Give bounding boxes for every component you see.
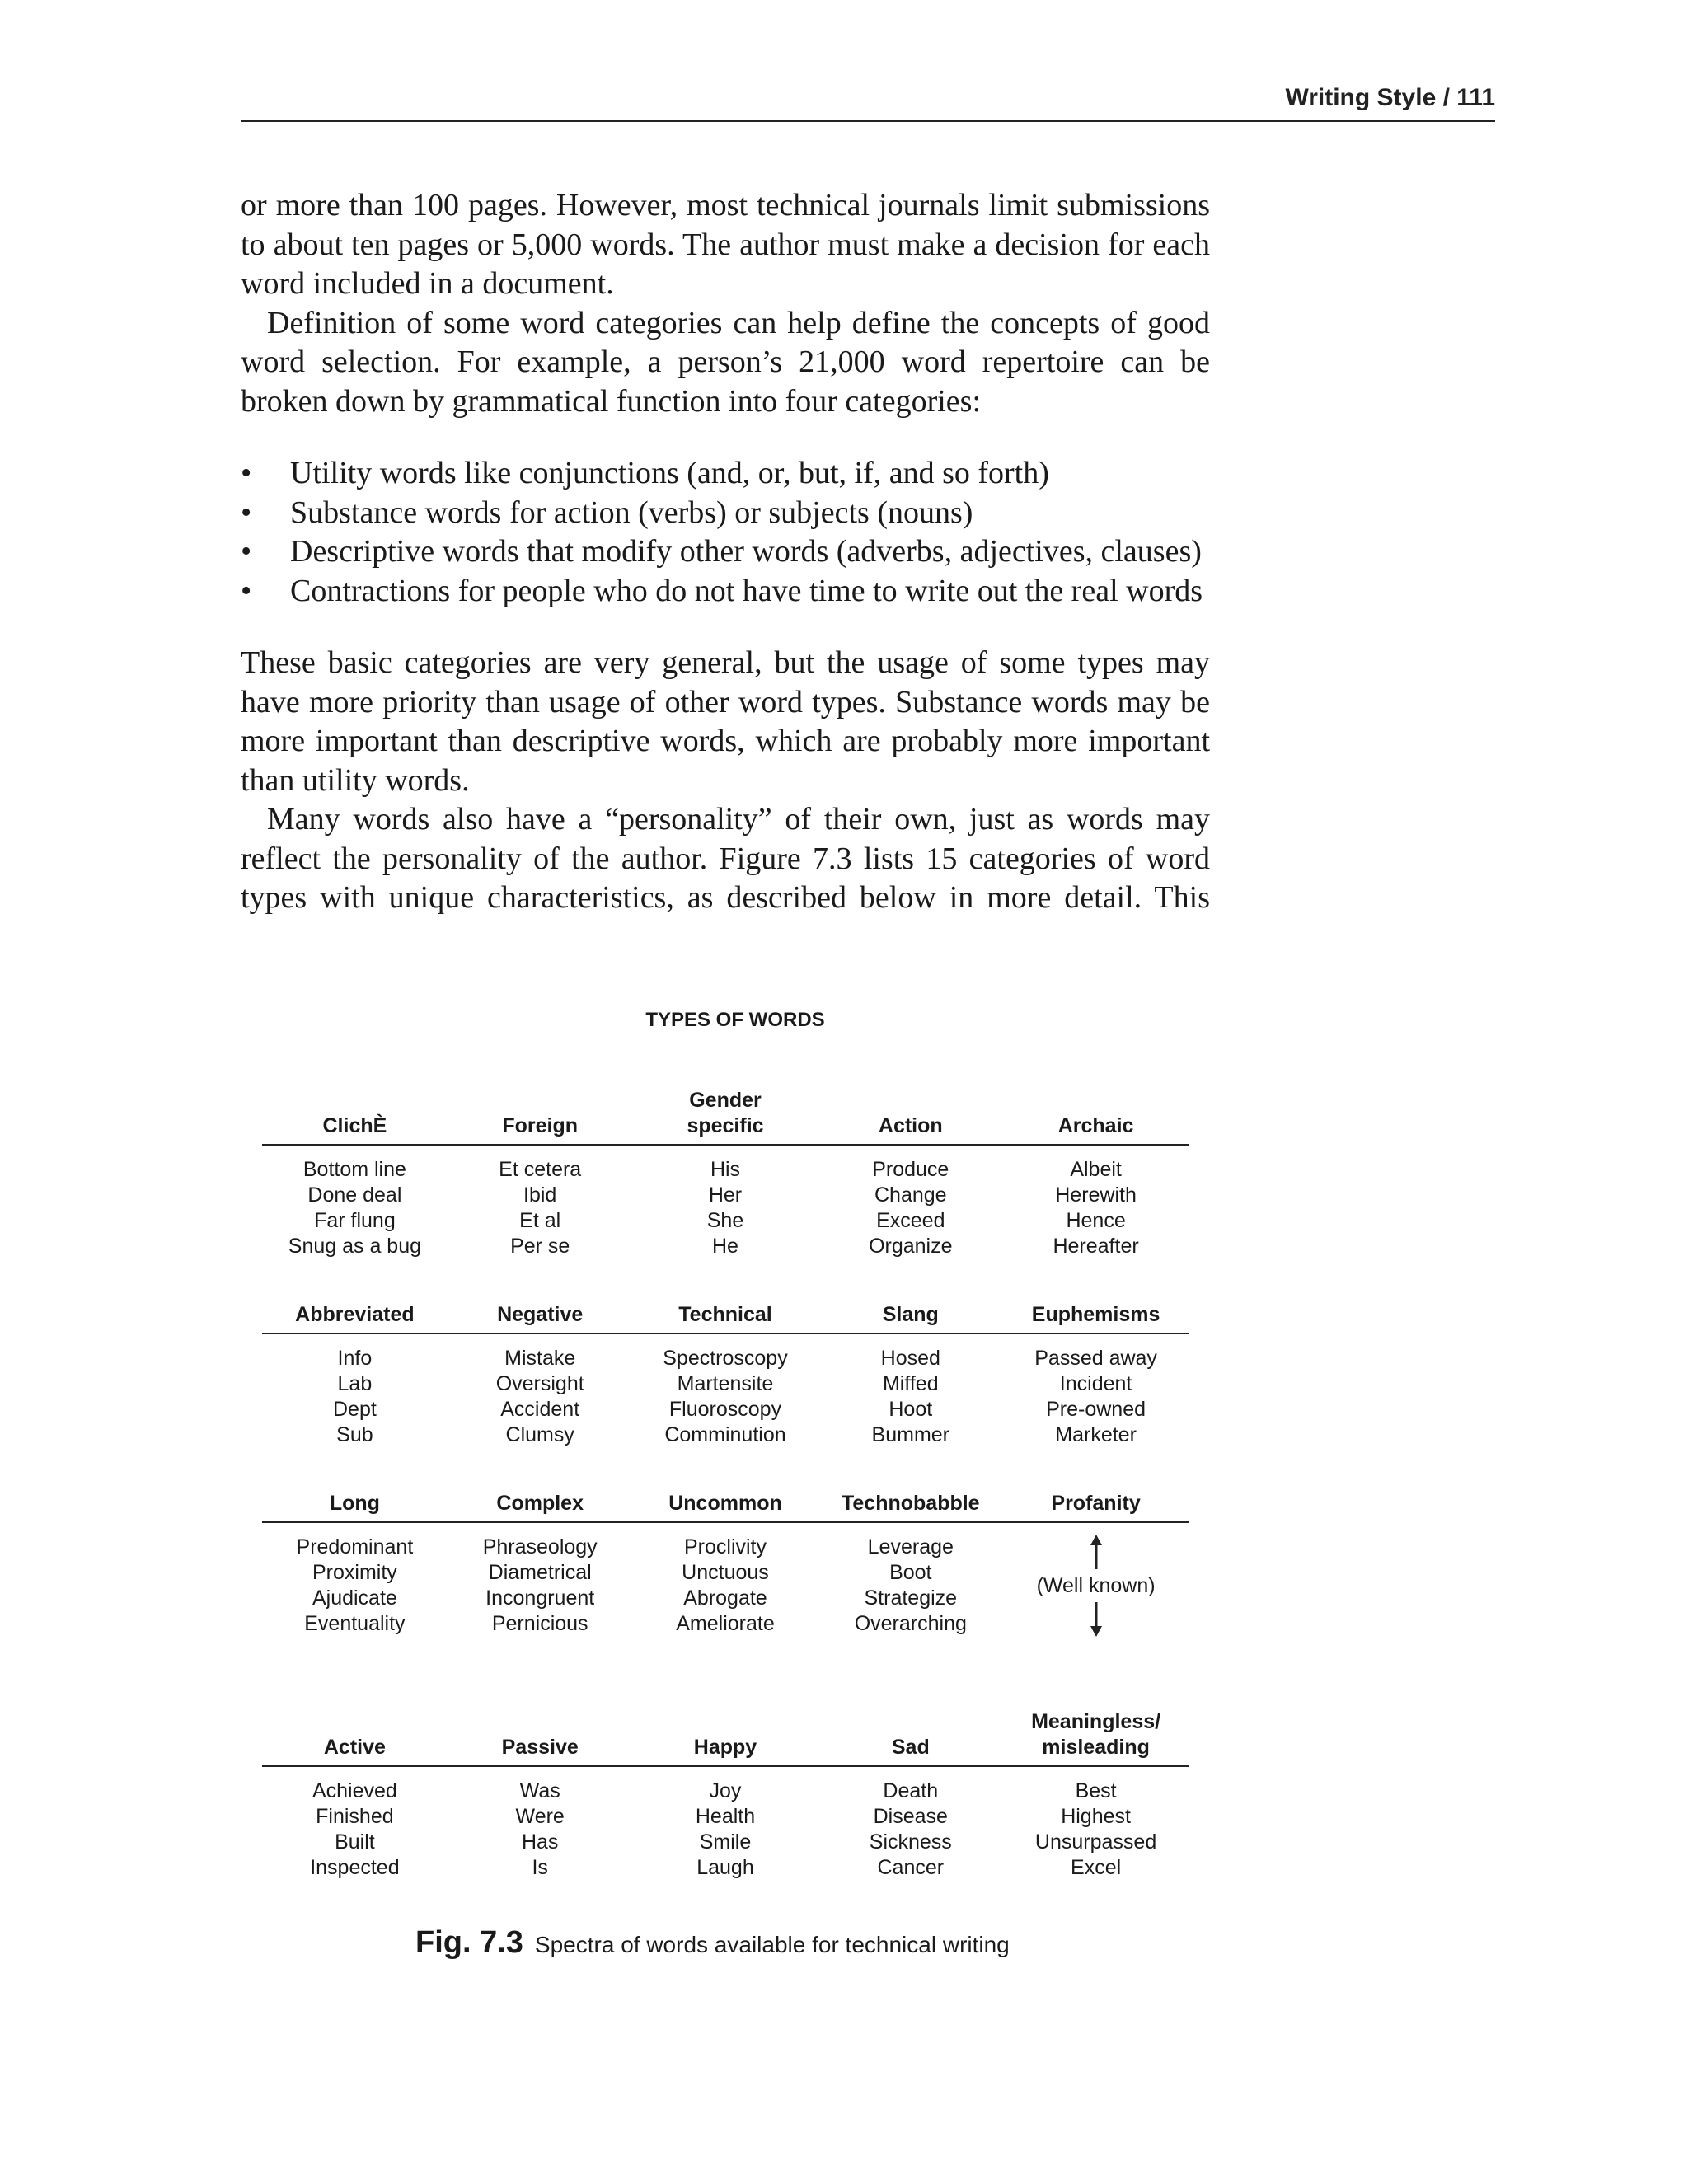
word-item: Abrogate — [683, 1586, 767, 1610]
caption-label: Fig. 7.3 — [415, 1925, 523, 1960]
profanity-note: (Well known) — [1036, 1573, 1156, 1597]
word-item: Unctuous — [682, 1561, 769, 1584]
word-item: Proclivity — [683, 1535, 767, 1558]
word-column — [633, 1346, 818, 1448]
word-column — [448, 1346, 633, 1448]
bullet-dot: • — [241, 494, 252, 530]
word-item: Excel — [1071, 1856, 1122, 1879]
word-item: Best — [1075, 1779, 1117, 1802]
running-head: Writing Style / 111 — [1285, 84, 1495, 111]
word-item: Miffed — [882, 1372, 939, 1395]
word-item: Hence — [1066, 1209, 1126, 1232]
group-rows — [262, 1523, 1189, 1637]
word-item: Her — [708, 1183, 743, 1207]
word-column — [818, 1779, 1003, 1881]
word-item: She — [706, 1209, 744, 1232]
category-header: Sad — [891, 1736, 930, 1759]
word-group — [262, 1491, 1189, 1637]
category-header: Gender specific — [687, 1089, 764, 1137]
word-item: Sickness — [869, 1830, 952, 1854]
word-types-grid — [262, 1088, 1189, 1924]
word-item: Fluoroscopy — [668, 1398, 782, 1421]
bullet-item: • Substance words for action (verbs) or subjects (nouns) — [241, 494, 1210, 533]
paragraph-2: Definition of some word categories can help define the concepts of good word selection. For example, a person’s 21,000 word repertoire can be broken down by grammatical function into four categories: — [241, 305, 1210, 419]
word-item: Et cetera — [499, 1158, 582, 1181]
paragraph-3: These basic categories are very general, but the usage of some types may have more priority than usage of other word types. Substance words may be more important than descriptive words, which are probably more important than utility words. — [241, 645, 1210, 798]
word-item: Dept — [332, 1398, 377, 1421]
arrow-down-icon — [1090, 1602, 1103, 1637]
word-item: Has — [521, 1830, 559, 1854]
word-item: Snug as a bug — [288, 1235, 422, 1258]
word-item: Far flung — [314, 1209, 396, 1232]
word-item: Boot — [889, 1561, 932, 1584]
word-item: Albeit — [1070, 1158, 1122, 1181]
word-item: Ameliorate — [676, 1612, 775, 1635]
word-item: Smile — [699, 1830, 752, 1854]
group-rows — [262, 1767, 1189, 1881]
group-rows — [262, 1146, 1189, 1259]
caption-text: Spectra of words available for technical writing — [534, 1932, 1010, 1957]
word-item: Built — [335, 1830, 375, 1854]
figure-caption — [415, 1925, 1010, 1961]
word-item: Passed away — [1034, 1347, 1157, 1370]
word-column — [448, 1157, 633, 1259]
word-item: He — [712, 1235, 738, 1258]
word-item: Death — [883, 1779, 939, 1802]
category-header: Archaic — [1057, 1114, 1134, 1137]
word-item: Health — [695, 1805, 756, 1828]
word-item: Clumsy — [505, 1423, 574, 1446]
group-headers — [262, 1491, 1189, 1523]
word-item: Eventuality — [304, 1612, 406, 1635]
category-header: Active — [323, 1736, 386, 1759]
category-header: Foreign — [502, 1114, 579, 1137]
body-text — [241, 186, 1210, 918]
word-item: Leverage — [867, 1535, 954, 1558]
category-header: Slang — [882, 1303, 939, 1326]
word-item: Cancer — [877, 1856, 945, 1879]
word-item: Highest — [1061, 1805, 1131, 1828]
word-item: Ajudicate — [312, 1586, 397, 1610]
word-item: Bottom line — [302, 1158, 406, 1181]
word-item: Comminution — [664, 1423, 786, 1446]
category-header: Profanity — [1051, 1492, 1141, 1515]
word-item: Sub — [336, 1423, 373, 1446]
word-item: Hosed — [880, 1347, 940, 1370]
category-header: Complex — [496, 1492, 584, 1515]
word-column — [818, 1157, 1003, 1259]
category-header: ClichÈ — [322, 1114, 387, 1137]
bullet-dot: • — [241, 534, 252, 569]
bullet-dot: • — [241, 573, 252, 608]
group-rows — [262, 1334, 1189, 1448]
paragraph-1: or more than 100 pages. However, most technical journals limit submissions to about ten pages or 5,000 words. The author must make a decision for each word included in a document. — [241, 188, 1210, 301]
category-header: Negative — [497, 1303, 584, 1326]
word-column — [633, 1535, 818, 1637]
word-column — [818, 1346, 1003, 1448]
word-column — [818, 1535, 1003, 1637]
word-item: Change — [874, 1183, 947, 1207]
word-item: Per se — [510, 1235, 570, 1258]
word-column — [448, 1535, 633, 1637]
category-header: Long — [329, 1492, 380, 1515]
word-column — [262, 1346, 448, 1448]
word-column — [1003, 1346, 1189, 1448]
word-column — [1003, 1157, 1189, 1259]
word-item: Martensite — [677, 1372, 774, 1395]
word-column — [262, 1779, 448, 1881]
bullet-list — [241, 454, 1210, 611]
word-item: Is — [532, 1856, 548, 1879]
category-header: Uncommon — [668, 1492, 782, 1515]
bullet-item: • Contractions for people who do not have time to write out the real words — [241, 572, 1210, 612]
word-group — [262, 1302, 1189, 1448]
word-column — [633, 1779, 818, 1881]
category-header: Passive — [501, 1736, 579, 1759]
word-item: Finished — [316, 1805, 394, 1828]
category-header: Technobabble — [841, 1492, 980, 1515]
word-item: Inspected — [310, 1856, 400, 1879]
word-column — [262, 1535, 448, 1637]
word-item: Unsurpassed — [1034, 1830, 1157, 1854]
word-item: Bummer — [871, 1423, 950, 1446]
arrow-up-icon — [1090, 1535, 1103, 1569]
word-column — [1003, 1779, 1189, 1881]
paragraph-4: Many words also have a “personality” of their own, just as words may reflect the personality of the author. Figure 7.3 lists 15 categories of word types with unique characteristics, as described below in more detail. This — [241, 802, 1210, 915]
word-item: Info — [337, 1347, 373, 1370]
word-item: Incident — [1059, 1372, 1132, 1395]
word-column — [633, 1157, 818, 1259]
category-header: Meaningless/ misleading — [1031, 1710, 1161, 1759]
word-item: Was — [519, 1779, 560, 1802]
group-headers — [262, 1302, 1189, 1334]
word-item: Done deal — [307, 1183, 402, 1207]
word-item: Overarching — [854, 1612, 967, 1635]
category-header: Happy — [693, 1736, 757, 1759]
word-item: Mistake — [504, 1347, 576, 1370]
word-item: Accident — [500, 1398, 580, 1421]
group-headers — [262, 1088, 1189, 1146]
word-item: Incongruent — [485, 1586, 595, 1610]
word-item: Exceed — [876, 1209, 945, 1232]
running-header — [241, 81, 1495, 122]
word-item: Herewith — [1055, 1183, 1137, 1207]
word-item: Marketer — [1055, 1423, 1137, 1446]
word-item: Strategize — [864, 1586, 958, 1610]
word-item: Proximity — [312, 1561, 397, 1584]
word-item: Diametrical — [488, 1561, 592, 1584]
word-item: Et al — [519, 1209, 561, 1232]
group-headers — [262, 1709, 1189, 1767]
bullet-dot: • — [241, 456, 252, 490]
word-item: Disease — [873, 1805, 948, 1828]
word-item: Phraseology — [482, 1535, 598, 1558]
word-item: Spectroscopy — [663, 1347, 788, 1370]
word-item: Lab — [337, 1372, 373, 1395]
word-item: Pernicious — [491, 1612, 588, 1635]
category-header: Technical — [678, 1303, 772, 1326]
word-column — [262, 1157, 448, 1259]
category-header: Abbreviated — [295, 1303, 415, 1326]
word-item: Oversight — [495, 1372, 584, 1395]
word-column — [448, 1779, 633, 1881]
word-item: Produce — [872, 1158, 950, 1181]
word-item: His — [710, 1158, 741, 1181]
word-item: Laugh — [696, 1856, 754, 1879]
profanity-cell — [1003, 1535, 1189, 1637]
word-group — [262, 1088, 1189, 1259]
word-item: Achieved — [312, 1779, 397, 1802]
word-item: Pre-owned — [1046, 1398, 1146, 1421]
profanity-column — [1003, 1535, 1189, 1637]
word-item: Ibid — [523, 1183, 557, 1207]
word-group — [262, 1709, 1189, 1881]
word-item: Joy — [709, 1779, 742, 1802]
word-item: Were — [515, 1805, 565, 1828]
figure-title: TYPES OF WORDS — [645, 1009, 825, 1031]
word-item: Predominant — [296, 1535, 414, 1558]
word-item: Hoot — [889, 1398, 933, 1421]
word-item: Hereafter — [1053, 1235, 1139, 1258]
bullet-item: • Descriptive words that modify other words (adverbs, adjectives, clauses) — [241, 532, 1210, 572]
bullet-item: • Utility words like conjunctions (and, or, but, if, and so forth) — [241, 454, 1210, 494]
category-header: Action — [878, 1114, 943, 1137]
category-header: Euphemisms — [1031, 1303, 1160, 1326]
word-item: Organize — [869, 1235, 953, 1258]
